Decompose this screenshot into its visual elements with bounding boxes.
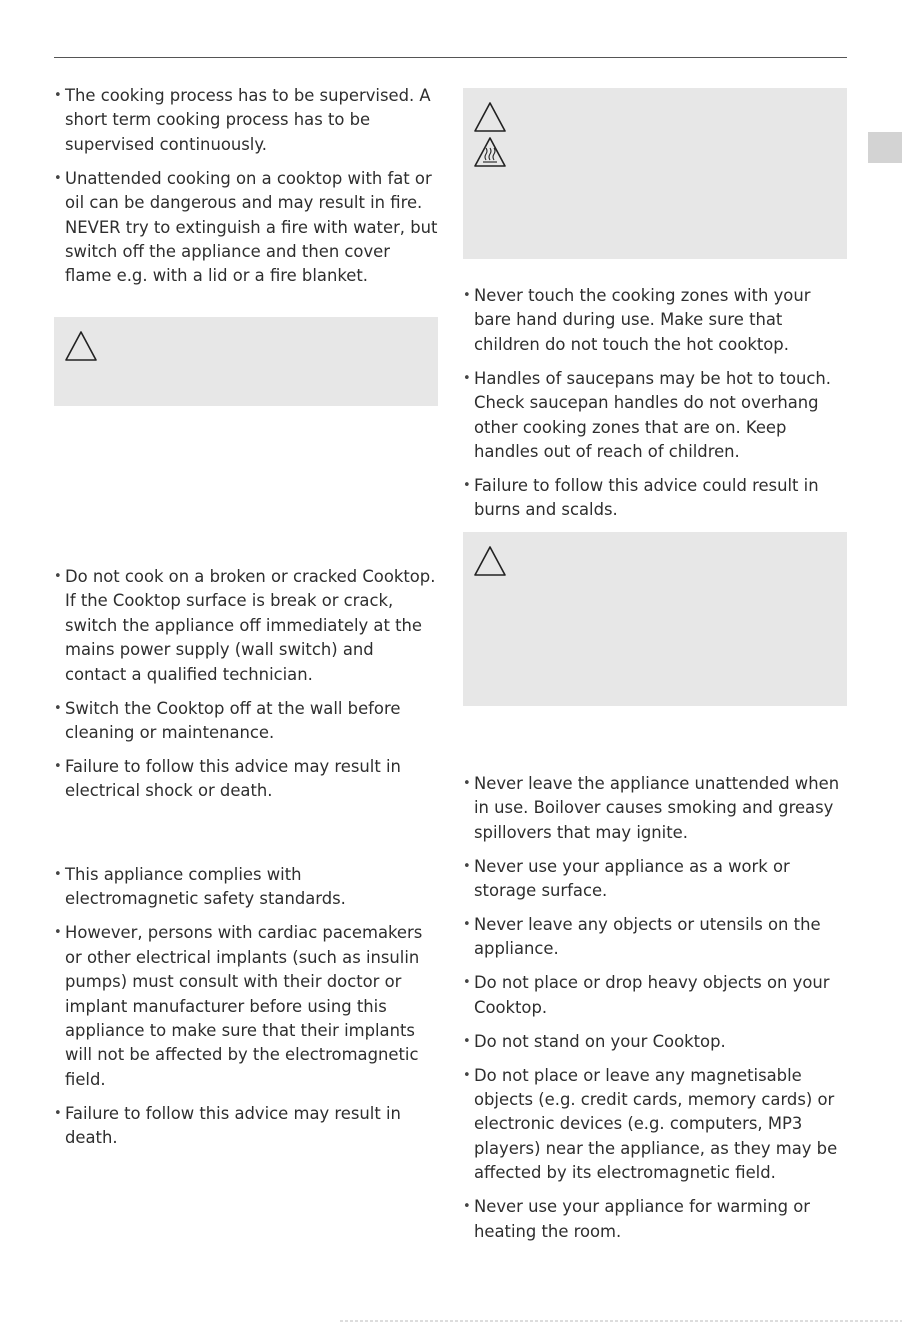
list-item: • Switch the Cooktop off at the wall before cleaning or maintenance. bbox=[54, 697, 438, 746]
header-rule bbox=[54, 57, 847, 58]
list-item: • Unattended cooking on a cooktop with fat or oil can be dangerous and may result in fire. NEVER try to extinguish a fire with water, but switch off the appliance and then cover flame e.g. with a lid or a fire blanket. bbox=[54, 167, 438, 289]
section-tab-marker bbox=[868, 132, 902, 163]
right-bullet-list-hot-surfaces bbox=[463, 284, 847, 532]
list-item: • The cooking process has to be supervised. A short term cooking process has to be supervised continuously. bbox=[54, 84, 438, 157]
right-bullet-list-general-use bbox=[463, 772, 847, 1253]
list-item: • This appliance complies with electromagnetic safety standards. bbox=[54, 863, 438, 912]
warning-box-right-hot-surface bbox=[463, 88, 847, 259]
list-item: • Do not place or drop heavy objects on your Cooktop. bbox=[463, 971, 847, 1020]
list-item: • However, persons with cardiac pacemakers or other electrical implants (such as insulin pumps) must consult with their doctor or implant manufacturer before using this appliance to make sure that their implants will not be affected by the electromagnetic field. bbox=[54, 921, 438, 1092]
left-bullet-list-electromagnetic bbox=[54, 863, 438, 1160]
hot-surface-icon bbox=[473, 136, 507, 168]
warning-triangle-icon bbox=[473, 545, 507, 577]
warning-box-left bbox=[54, 317, 438, 406]
list-item: • Never use your appliance for warming or heating the room. bbox=[463, 1195, 847, 1244]
list-item: • Failure to follow this advice could result in burns and scalds. bbox=[463, 474, 847, 523]
warning-triangle-icon bbox=[473, 101, 507, 133]
list-item: • Do not cook on a broken or cracked Cooktop. If the Cooktop surface is break or crack, switch the appliance off immediately at the mains power supply (wall switch) and contact a qualified technician. bbox=[54, 565, 438, 687]
list-item: • Failure to follow this advice may result in death. bbox=[54, 1102, 438, 1151]
list-item: • Never use your appliance as a work or storage surface. bbox=[463, 855, 847, 904]
list-item: • Do not place or leave any magnetisable objects (e.g. credit cards, memory cards) or electronic devices (e.g. computers, MP3 players) near the appliance, as they may be affected by its electromagnetic field. bbox=[463, 1064, 847, 1186]
list-item: • Never leave any objects or utensils on the appliance. bbox=[463, 913, 847, 962]
scan-artifact-line bbox=[0, 1318, 902, 1324]
left-bullet-list-broken-cooktop bbox=[54, 565, 438, 813]
left-bullet-list-cooking-supervision bbox=[54, 84, 438, 298]
list-item: • Handles of saucepans may be hot to touch. Check saucepan handles do not overhang other cooking zones that are on. Keep handles out of reach of children. bbox=[463, 367, 847, 465]
warning-box-right bbox=[463, 532, 847, 706]
list-item: • Never leave the appliance unattended when in use. Boilover causes smoking and greasy spillovers that may ignite. bbox=[463, 772, 847, 845]
list-item: • Never touch the cooking zones with your bare hand during use. Make sure that children do not touch the hot cooktop. bbox=[463, 284, 847, 357]
list-item: • Failure to follow this advice may result in electrical shock or death. bbox=[54, 755, 438, 804]
list-item: • Do not stand on your Cooktop. bbox=[463, 1030, 847, 1054]
warning-triangle-icon bbox=[64, 330, 98, 362]
